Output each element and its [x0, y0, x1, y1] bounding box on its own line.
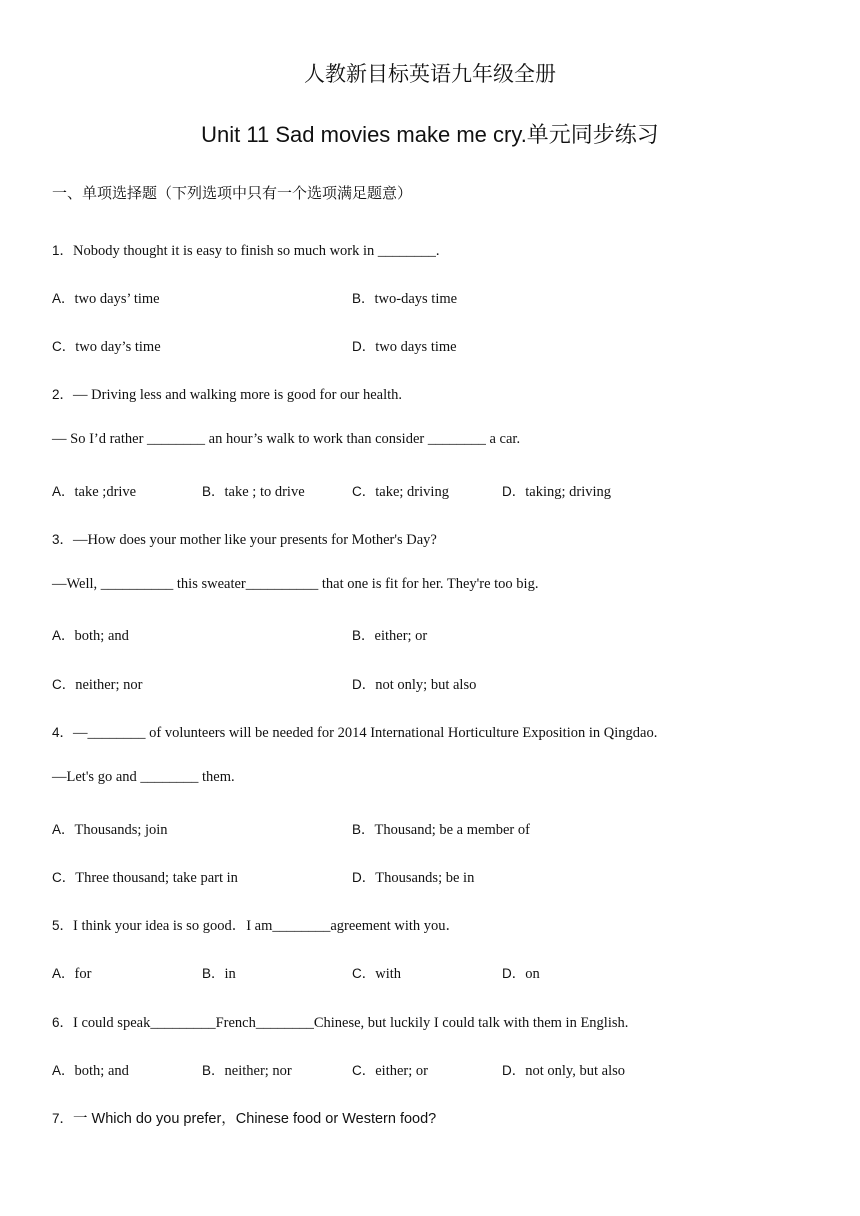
- option-2-b[interactable]: B．take ; to drive: [202, 484, 305, 500]
- question-text: —________ of volunteers will be needed for 2014 International Horticulture Exposition in Qingdao.: [73, 725, 658, 741]
- question-7: [52, 1107, 436, 1128]
- section-heading: 一、单项选择题（下列选项中只有一个选项满足题意）: [52, 184, 413, 202]
- question-4: [52, 721, 657, 742]
- question-number: 1．: [52, 243, 74, 258]
- question-text: I could speak_________French________Chinese, but luckily I could talk with them in English.: [73, 1015, 629, 1031]
- option-6-c[interactable]: C．either; or: [352, 1063, 428, 1079]
- question-2: [52, 383, 402, 404]
- document-title: 人教新目标英语九年级全册: [304, 62, 556, 86]
- option-5-b[interactable]: B．in: [202, 966, 236, 982]
- option-5-d[interactable]: D．on: [502, 966, 540, 982]
- option-1-c[interactable]: C．two day’s time: [52, 339, 161, 355]
- question-number: 2．: [52, 387, 74, 402]
- question-4-line-2: —Let's go and ________ them.: [52, 769, 235, 785]
- option-1-a[interactable]: A．two days’ time: [52, 291, 160, 307]
- option-5-c[interactable]: C．with: [352, 966, 402, 982]
- option-5-a[interactable]: A．for: [52, 966, 92, 982]
- question-5: [52, 914, 460, 935]
- option-2-c[interactable]: C．take; driving: [352, 484, 449, 500]
- option-1-d[interactable]: D．two days time: [352, 339, 457, 355]
- option-6-b[interactable]: B．neither; nor: [202, 1063, 292, 1079]
- option-2-a[interactable]: A．take ;drive: [52, 484, 137, 500]
- question-text: 一 Which do you prefer，Chinese food or Western food?: [73, 1111, 437, 1127]
- question-text: —How does your mother like your presents for Mother's Day?: [73, 532, 437, 548]
- document-subtitle: Unit 11 Sad movies make me cry.单元同步练习: [201, 122, 659, 147]
- question-3-line-2: —Well, __________ this sweater__________ that one is fit for her. They're too big.: [52, 576, 539, 592]
- option-1-b[interactable]: B．two-days time: [352, 291, 458, 307]
- question-text: I think your idea is so good．I am________agreement with you．: [73, 918, 461, 934]
- question-text: — Driving less and walking more is good for our health.: [73, 387, 403, 403]
- option-3-c[interactable]: C．neither; nor: [52, 677, 143, 693]
- question-6: [52, 1011, 628, 1032]
- question-number: 4．: [52, 725, 74, 740]
- option-6-a[interactable]: A．both; and: [52, 1063, 129, 1079]
- question-number: 3．: [52, 532, 74, 547]
- option-3-b[interactable]: B．either; or: [352, 628, 428, 644]
- option-4-b[interactable]: B．Thousand; be a member of: [352, 822, 530, 838]
- option-3-d[interactable]: D．not only; but also: [352, 677, 477, 693]
- question-number: 5．: [52, 918, 74, 933]
- question-text: Nobody thought it is easy to finish so much work in ________.: [73, 243, 440, 259]
- option-4-c[interactable]: C．Three thousand; take part in: [52, 870, 238, 886]
- option-2-d[interactable]: D．taking; driving: [502, 484, 612, 500]
- question-number: 6．: [52, 1015, 74, 1030]
- question-1: [52, 239, 440, 260]
- option-3-a[interactable]: A．both; and: [52, 628, 129, 644]
- question-3: [52, 528, 437, 549]
- option-4-d[interactable]: D．Thousands; be in: [352, 870, 475, 886]
- question-number: 7．: [52, 1111, 74, 1126]
- question-2-line-2: — So I’d rather ________ an hour’s walk to work than consider ________ a car.: [52, 431, 521, 447]
- option-4-a[interactable]: A．Thousands; join: [52, 822, 168, 838]
- option-6-d[interactable]: D．not only, but also: [502, 1063, 626, 1079]
